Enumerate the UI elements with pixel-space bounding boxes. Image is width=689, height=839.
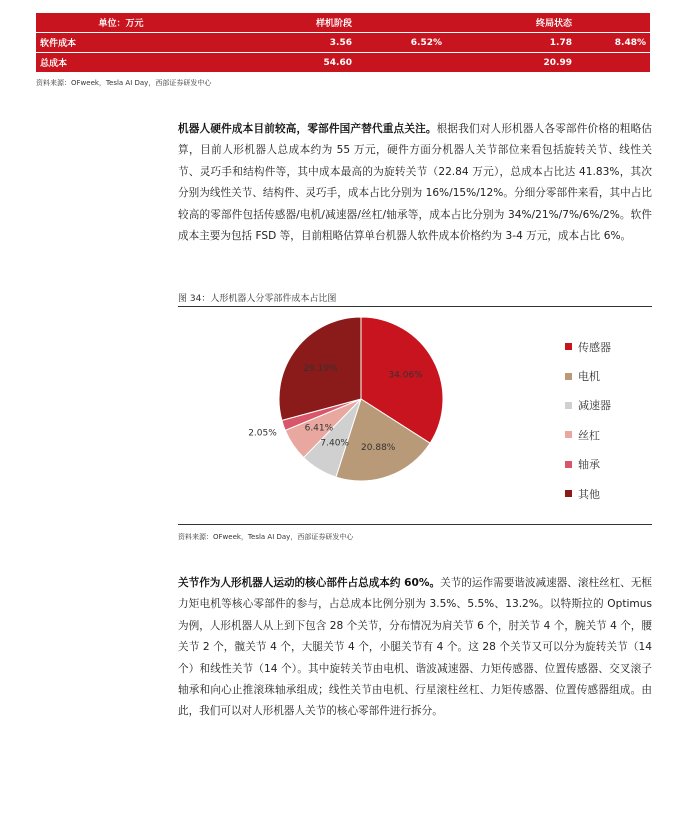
legend-label: 电机 bbox=[578, 370, 600, 384]
pie-slice-label: 6.41% bbox=[304, 423, 334, 434]
table-cell: 1.78 bbox=[446, 33, 576, 53]
figure-title: 图 34：人形机器人分零部件成本占比图 bbox=[178, 294, 337, 304]
table-header-cell: 样机阶段 bbox=[206, 13, 356, 33]
figure-source-note: 资料来源：OFweek，Tesla AI Day，西部证券研发中心 bbox=[178, 533, 354, 541]
legend-item bbox=[565, 420, 655, 449]
legend-swatch bbox=[565, 402, 572, 409]
legend-item bbox=[565, 391, 655, 420]
table-cell bbox=[576, 53, 650, 73]
pie-slice-label: 29.19% bbox=[303, 364, 338, 375]
pie-slice-label: 34.06% bbox=[388, 370, 423, 381]
table-cell bbox=[356, 53, 446, 73]
legend-swatch bbox=[565, 490, 572, 497]
pie-slice-label: 7.40% bbox=[320, 438, 349, 449]
legend-swatch bbox=[565, 431, 572, 438]
table-cell: 总成本 bbox=[36, 53, 206, 73]
pie-slices bbox=[279, 317, 443, 481]
legend-item bbox=[565, 450, 655, 479]
table-cell: 6.52% bbox=[356, 33, 446, 53]
legend-label: 轴承 bbox=[578, 458, 600, 472]
legend-swatch bbox=[565, 373, 572, 380]
table-header-cell bbox=[356, 13, 446, 33]
paragraph-lead: 关节作为人形机器人运动的核心部件占总成本约 60%。 bbox=[178, 577, 441, 589]
table-cell: 20.99 bbox=[446, 53, 576, 73]
pie-chart bbox=[230, 305, 460, 520]
legend-label: 其他 bbox=[578, 487, 600, 501]
pie-slice-label: 2.05% bbox=[248, 428, 277, 439]
paragraph-hardware-cost bbox=[178, 119, 652, 247]
cost-table bbox=[36, 12, 650, 72]
figure-bottom-rule bbox=[178, 524, 652, 525]
source-note-top: 资料来源：OFweek，Tesla AI Day，西部证券研发中心 bbox=[36, 79, 212, 87]
paragraph-joints bbox=[178, 573, 652, 723]
table-cell: 3.56 bbox=[206, 33, 356, 53]
table-row bbox=[36, 33, 650, 53]
paragraph-lead: 机器人硬件成本目前较高，零部件国产替代重点关注。 bbox=[178, 123, 437, 135]
chart-legend bbox=[565, 332, 655, 508]
legend-label: 减速器 bbox=[578, 399, 611, 413]
table-cell: 54.60 bbox=[206, 53, 356, 73]
legend-swatch bbox=[565, 343, 572, 350]
table-cell: 8.48% bbox=[576, 33, 650, 53]
table-row bbox=[36, 53, 650, 73]
legend-item bbox=[565, 332, 655, 361]
legend-item bbox=[565, 479, 655, 508]
legend-label: 传感器 bbox=[578, 340, 611, 354]
paragraph-body: 根据我们对人形机器人各零部件价格的粗略估算，目前人形机器人总成本约为 55 万元，硬件方面分机器人关节部位来看包括旋转关节、线性关节、灵巧手和结构件等，其中成本最高的为旋转关节（22.84 万元），总成本占比达 41.83%，其次分别为线性关节、结构件、灵巧手，成本占比分别为 16%/15%/12%。分细分零部件来看，其中占比较高的零部件包括传感器/电机/减速器/丝杠/轴承等，成本占比分别为 34%/21%/7%/6%/2%。软件成本主要为包括 FSD 等，目前粗略估算单台机器人软件成本价格约为 3-4 万元，成本占比 6%。 bbox=[178, 123, 653, 243]
table-header-row bbox=[36, 13, 650, 33]
table-cell: 软件成本 bbox=[36, 33, 206, 53]
pie-slice-label: 20.88% bbox=[361, 442, 396, 453]
legend-item bbox=[565, 361, 655, 390]
table-header-cell bbox=[576, 13, 650, 33]
legend-swatch bbox=[565, 461, 572, 468]
paragraph-body: 关节的运作需要谐波减速器、滚柱丝杠、无框力矩电机等核心零部件的参与，占总成本比例分别为 3.5%、5.5%、13.2%。以特斯拉的 Optimus 为例，人形机器人从上到下包含 28 个关节，分布情况为肩关节 6 个，肘关节 4 个，腕关节 4 个，腰关节 2 个，髋关节 4 个，大腿关节 4 个，小腿关节有 4 个。这 28 个关节又可以分为旋转关节（14 个）和线性关节（14 个）。其中旋转关节由电机、谐波减速器、力矩传感器、位置传感器、交叉滚子轴承和向心止推滚珠轴承组成；线性关节由电机、行星滚柱丝杠、力矩传感器、位置传感器组成。由此，我们可以对人形机器人关节的核心零部件进行拆分。 bbox=[178, 577, 653, 718]
legend-label: 丝杠 bbox=[578, 428, 600, 442]
table-header-cell: 单位：万元 bbox=[36, 13, 206, 33]
table-header-cell: 终局状态 bbox=[446, 13, 576, 33]
